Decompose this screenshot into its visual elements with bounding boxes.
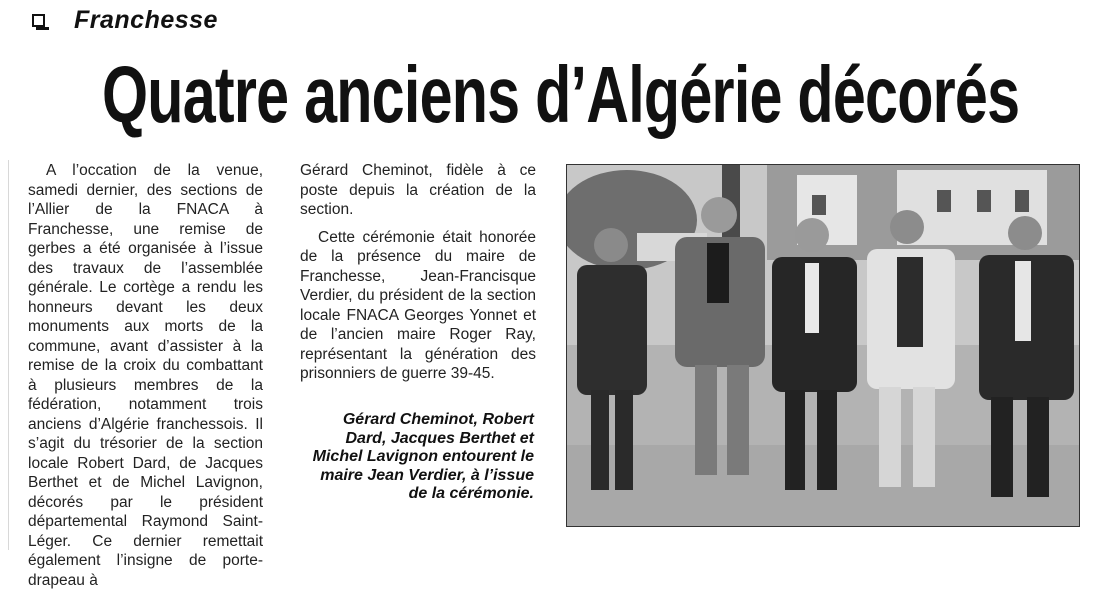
headline: Quatre anciens d’Algérie décorés (102, 50, 1020, 139)
article-paragraph: Gérard Cheminot, fidèle à ce poste depuis la création de la section. (300, 162, 536, 218)
article-column-1 (28, 161, 263, 598)
group-photo (566, 164, 1080, 527)
article-column-2 (300, 161, 536, 392)
section-marker-icon (32, 14, 45, 27)
photo-caption: Gérard Cheminot, Robert Dard, Jacques Berthet et Michel Lavignon entourent le maire Jean Verdier, à l’issue de la cérémonie. (312, 411, 534, 502)
group-photo-five-men-icon (567, 165, 1079, 526)
section-kicker: Franchesse (74, 6, 218, 34)
article-paragraph: Cette cérémonie était honorée de la présence du maire de Franchesse, Jean-Francisque Verdier, du président de la section locale FNACA Georges Yonnet et de l’ancien maire Roger Ray, représentant la génération des prisonniers de guerre 39-45. (300, 228, 536, 382)
column-rule (8, 160, 9, 550)
article-paragraph: A l’occation de la venue, samedi dernier, des sections de l’Allier de la FNACA à Franchesse, une remise de gerbes a été organisée à l’issue des travaux de l’assemblée générale. Le cortège a rendu les honneurs devant les deux monuments aux morts de la commune, avant d’assister à la remise de la croix du combattant à plusieurs membres de la fédération, notamment trois anciens d’Algérie franchessois. Il s’agit du trésorier de la section locale Robert Dard, de Jacques Berthet et de Michel Lavignon, décorés par le président départemental Raymond Saint-Léger. Ce dernier remettait également l’insigne de porte-drapeau à (28, 162, 263, 589)
